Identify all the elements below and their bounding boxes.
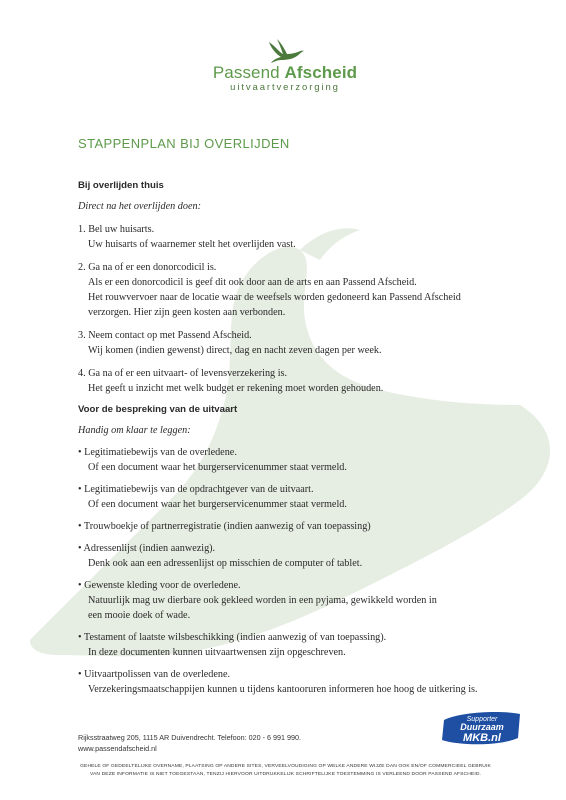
list-item (78, 667, 518, 697)
list-item-title: • Trouwboekje of partnerregistratie (indien aanwezig of van toepassing) (78, 521, 371, 532)
list-item-detail: Het geeft u inzicht met welk budget er rekening moet worden gehouden. (88, 383, 384, 394)
list-item-title: • Legitimatiebewijs van de overledene. (78, 447, 237, 458)
footer-website-link[interactable]: www.passendafscheid.nl (78, 743, 157, 753)
list-item-title: • Uitvaartpolissen van de overledene. (78, 669, 231, 680)
list-item-detail: In deze documenten kunnen uitvaartwensen zijn opgeschreven. (88, 647, 346, 658)
section-heading-thuis: Bij overlijden thuis (78, 180, 164, 191)
duurzaam-mkb-badge[interactable] (440, 710, 522, 746)
list-item-detail: Als er een donorcodicil is geef dit ook door aan de arts en aan Passend Afscheid. (88, 277, 417, 288)
list-item (78, 519, 518, 534)
list-item-detail: Verzekeringsmaatschappijen kunnen u tijdens kantooruren informeren hoe hoog de uitkering is. (88, 684, 478, 695)
list-item-title: • Adressenlijst (indien aanwezig). (78, 543, 216, 554)
list-item-detail: een mooie doek of wade. (88, 610, 191, 621)
list-item-title: 4. Ga na of er een uitvaart- of levensverzekering is. (78, 368, 288, 379)
document-body (78, 178, 518, 697)
list-item (78, 260, 518, 320)
list-item (78, 578, 518, 623)
badge-line3: MKB.nl (463, 732, 501, 744)
bird-logo-icon (265, 38, 305, 64)
disclaimer-line-2: VAN DEZE INFORMATIE IS NIET TOEGESTAAN, TENZIJ HIERVOOR UITDRUKKELIJK SCHRIFTELIJKE TOESTEMMING IS VERLEEND DOOR PASSEND AFSCHEID. (89, 772, 482, 777)
list-item-detail: verzorgen. Hier zijn geen kosten aan verbonden. (88, 307, 286, 318)
badge-line1: Supporter (466, 716, 498, 723)
list-item-detail: Het rouwvervoer naar de locatie waar de weefsels worden gedoneerd kan Passend Afscheid (88, 292, 461, 303)
list-item-detail: Denk ook aan een adressenlijst op misschien de computer of tablet. (88, 558, 363, 569)
section-heading-bespreking: Voor de bespreking van de uitvaart (78, 404, 238, 415)
steps-list (78, 222, 518, 396)
list-item-detail: Natuurlijk mag uw dierbare ook gekleed worden in een pyjama, gewikkeld worden in (88, 595, 437, 606)
checklist (78, 445, 518, 697)
disclaimer-line-1: GEHELE OF GEDEELTELIJKE OVERNAME, PLAATSING OP ANDERE SITES, VERVEELVOUDIGING OP WELKE ANDERE WIJZE DAN OOK EN/OF COMMERCIEEL GEBRUIK (80, 764, 491, 769)
page-title: STAPPENPLAN BIJ OVERLIJDEN (78, 136, 290, 151)
list-item-title: • Gewenste kleding voor de overledene. (78, 580, 241, 591)
brand-logo[interactable] (200, 38, 370, 93)
list-item (78, 630, 518, 660)
footer-contact (78, 733, 301, 754)
brand-name: Passend Afscheid (212, 63, 358, 82)
badge-line2: Duurzaam (460, 722, 504, 732)
list-item (78, 482, 518, 512)
copyright-disclaimer (48, 763, 523, 779)
list-item-detail: Uw huisarts of waarnemer stelt het overlijden vast. (88, 239, 296, 250)
list-item-title: 2. Ga na of er een donorcodicil is. (78, 262, 217, 273)
list-item (78, 222, 518, 252)
section-intro-thuis: Direct na het overlijden doen: (78, 201, 201, 212)
list-item (78, 541, 518, 571)
list-item (78, 328, 518, 358)
list-item-title: • Testament of laatste wilsbeschikking (indien aanwezig of van toepassing). (78, 632, 387, 643)
footer-address: Rijksstraatweg 205, 1115 AR Duivendrecht. Telefoon: 020 - 6 991 990. (78, 733, 301, 742)
list-item-title: • Legitimatiebewijs van de opdrachtgever van de uitvaart. (78, 484, 314, 495)
list-item-detail: Wij komen (indien gewenst) direct, dag en nacht zeven dagen per week. (88, 345, 382, 356)
list-item-title: 1. Bel uw huisarts. (78, 224, 155, 235)
list-item-title: 3. Neem contact op met Passend Afscheid. (78, 330, 252, 341)
list-item-detail: Of een document waar het burgerservicenummer staat vermeld. (88, 462, 347, 473)
list-item-detail: Of een document waar het burgerservicenummer staat vermeld. (88, 499, 347, 510)
brand-tagline: uitvaartverzorging (230, 82, 340, 93)
list-item (78, 445, 518, 475)
list-item (78, 366, 518, 396)
section-intro-bespreking: Handig om klaar te leggen: (78, 425, 191, 436)
